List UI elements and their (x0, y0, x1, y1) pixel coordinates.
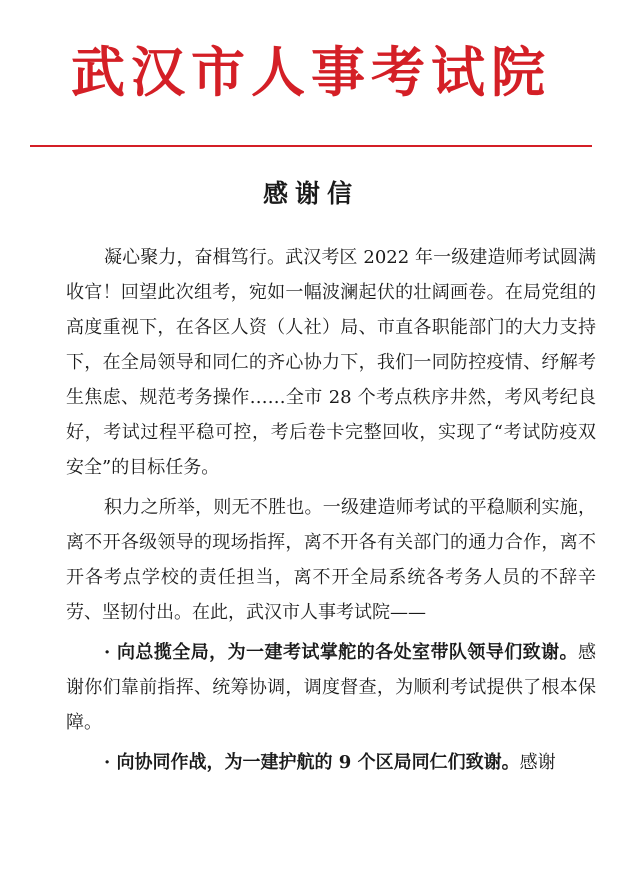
paragraph-4-lead: · 向协同作战，为一建护航的 9 个区局同仁们致谢。 (104, 752, 520, 773)
paragraph-1: 凝心聚力，奋楫笃行。武汉考区 2022 年一级建造师考试圆满收官！回望此次组考，宛如一幅波澜起伏的壮阔画卷。在局党组的高度重视下，在各区人资（人社）局、市直各职能部门的大力支持下，在全局领导和同仁的齐心协力下，我们一同防控疫情、纾解考生焦虑、规范考务操作……全市 28 个考点秩序井然，考风考纪良好，考试过程平稳可控，考后卷卡完整回收，实现了“考试防疫双安全”的目标任务。 (66, 247, 596, 478)
paragraph-4-text: 感谢 (519, 752, 556, 773)
paragraph-3-text: 感谢你们靠前指挥、统筹协调，调度督查，为顺利考试提供了根本保障。 (66, 642, 596, 733)
paragraph-2: 积力之所举，则无不胜也。一级建造师考试的平稳顺利实施，离不开各级领导的现场指挥，离不开各有关部门的通力合作，离不开各考点学校的责任担当，离不开全局系统各考务人员的不辞辛劳、坚韧付出。在此，武汉市人事考试院—— (66, 497, 596, 623)
letter-body (66, 240, 596, 785)
letterhead-org-name: 武汉市人事考试院 (71, 40, 551, 104)
paragraph-3 (66, 635, 596, 740)
paragraph-4 (66, 745, 596, 780)
letterhead-divider (30, 145, 592, 147)
paragraph-3-lead: · 向总揽全局，为一建考试掌舵的各处室带队领导们致谢。 (104, 642, 578, 663)
letter-title: 感谢信 (262, 179, 359, 208)
